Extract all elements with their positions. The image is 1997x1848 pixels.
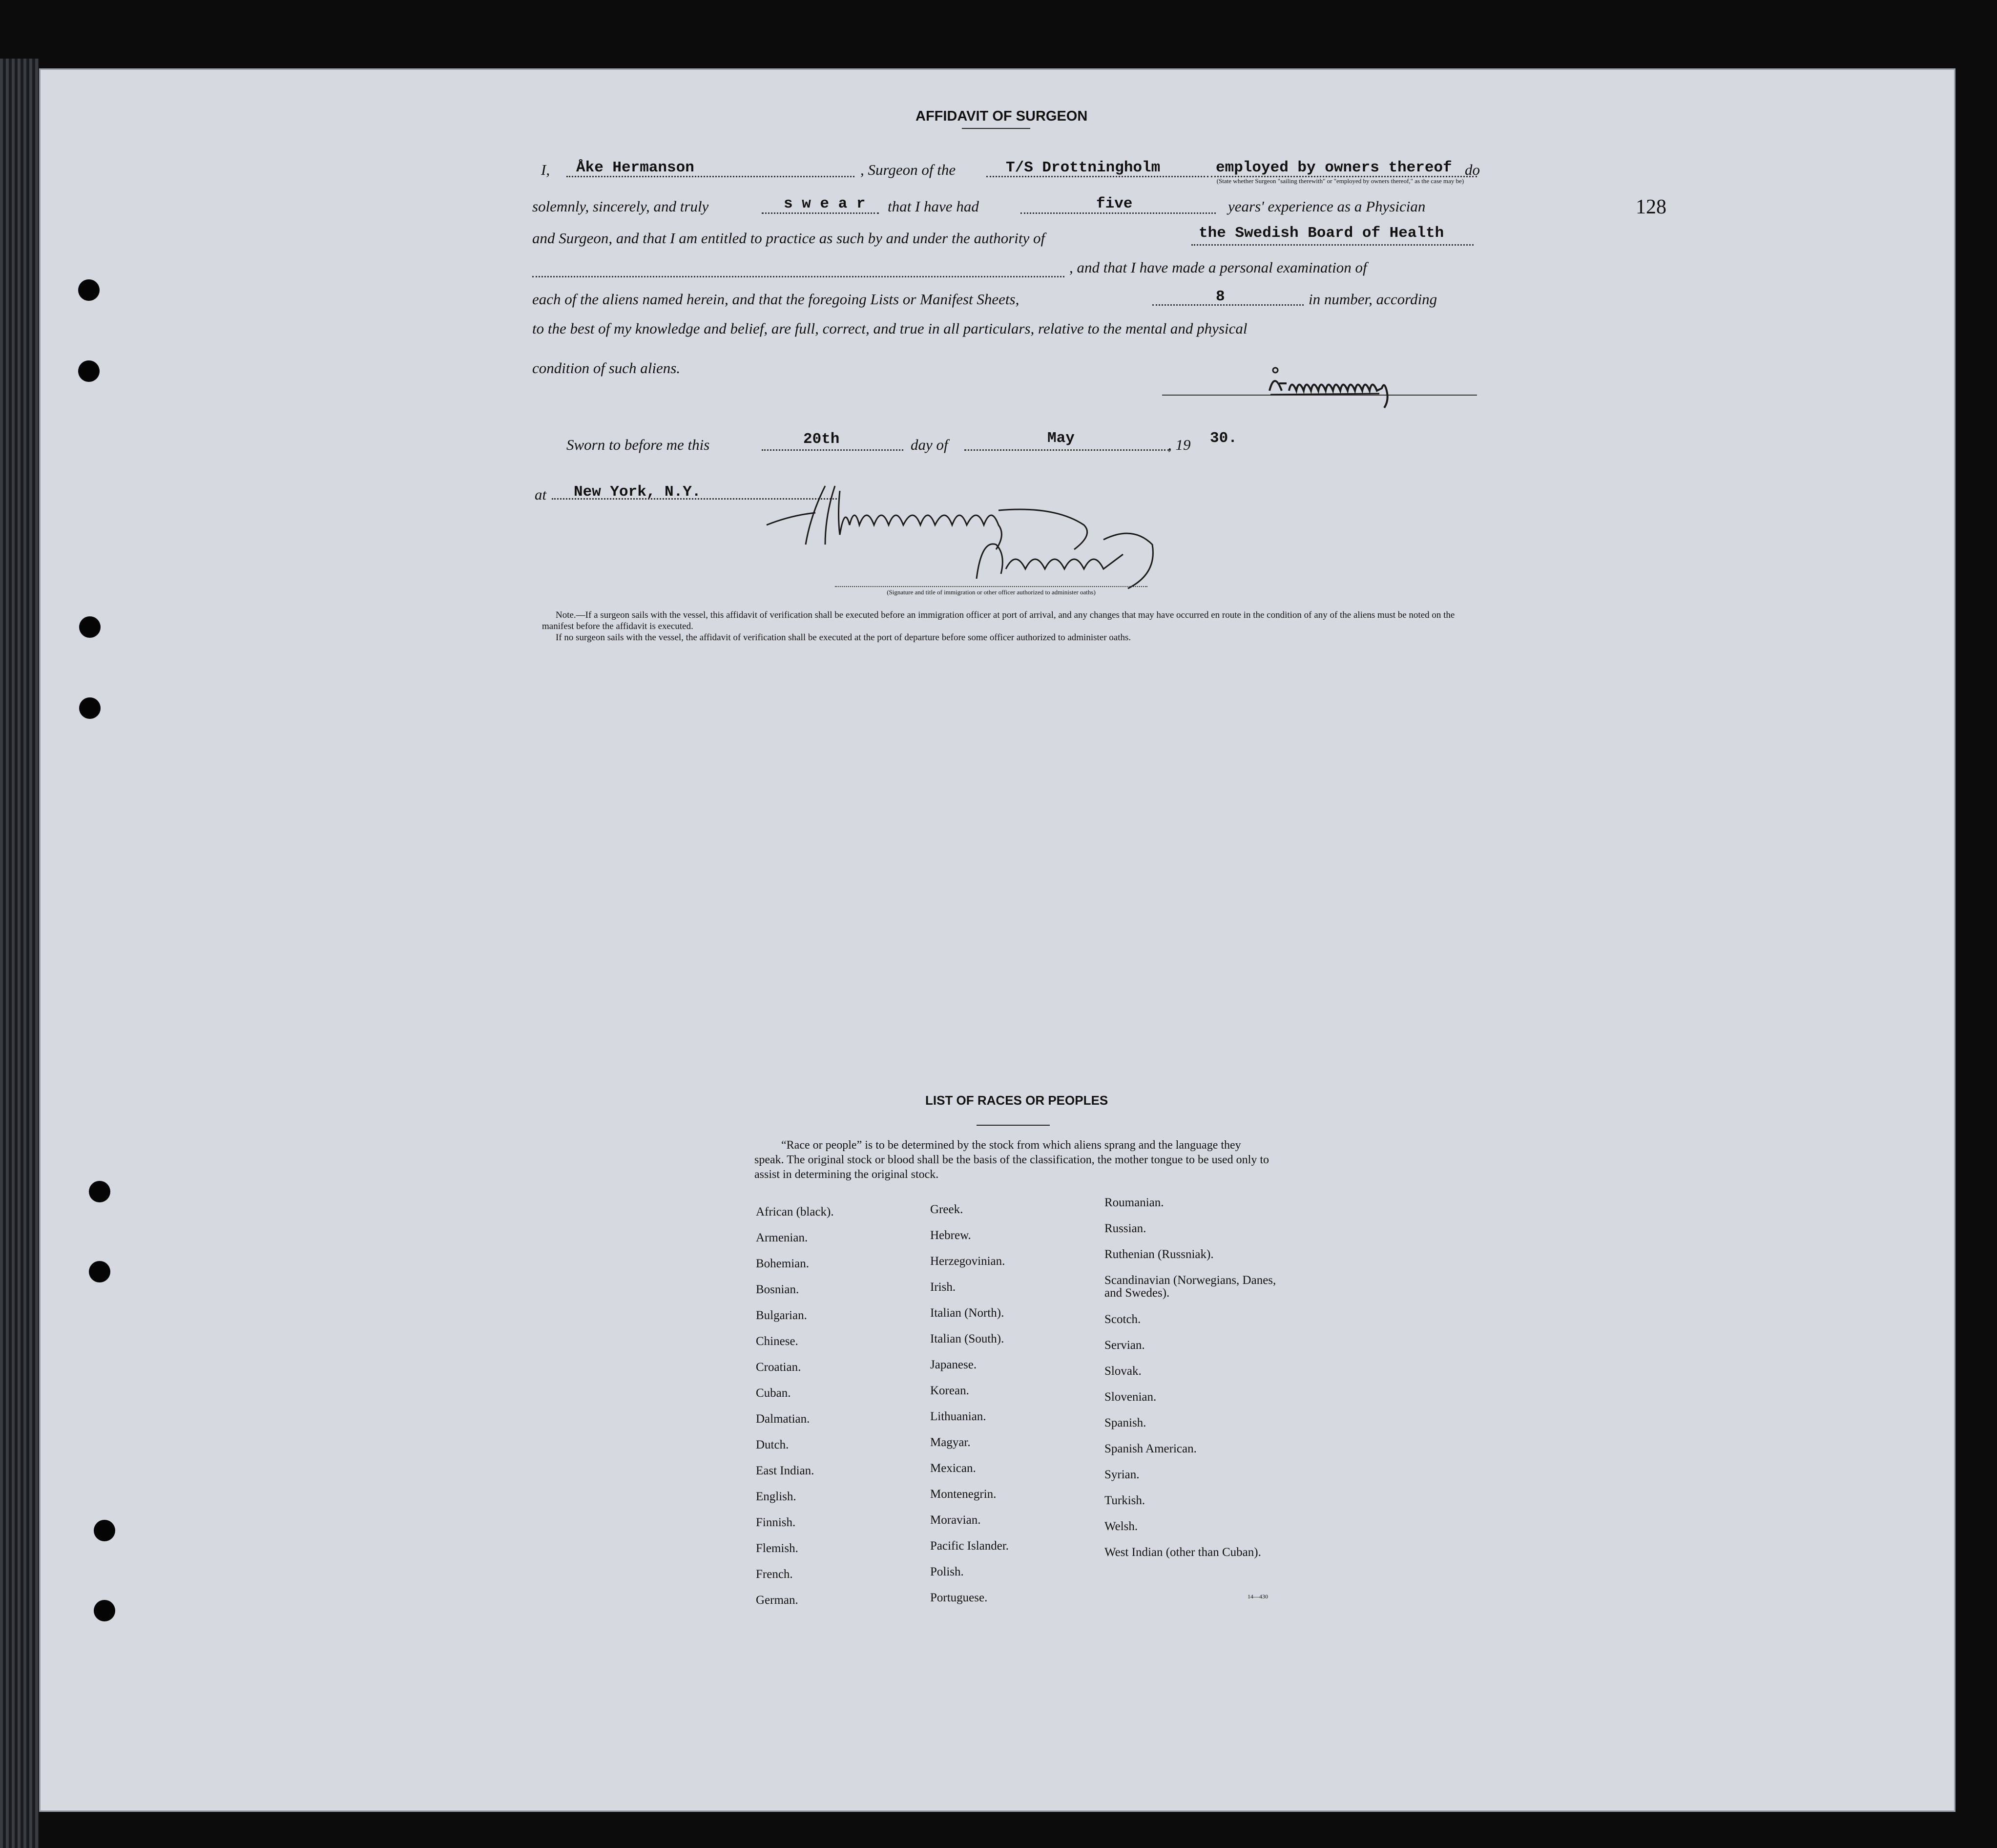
race-item: Croatian.: [756, 1361, 801, 1374]
race-item: Dalmatian.: [756, 1412, 810, 1426]
race-item: Korean.: [930, 1384, 969, 1397]
oath-rule: [762, 212, 879, 214]
authority-continued-rule: [532, 276, 1064, 277]
binder-hole: [94, 1520, 115, 1541]
race-item: Irish.: [930, 1281, 956, 1294]
race-item: English.: [756, 1490, 796, 1503]
sworn-day: 20th: [803, 431, 840, 448]
line3-prefix: and Surgeon, and that I am entitled to practice as such by and under the authority of: [532, 230, 1045, 247]
binder-hole: [89, 1261, 110, 1282]
race-item: Spanish.: [1104, 1416, 1146, 1429]
binding-edge: [0, 59, 39, 1848]
race-item: Slovak.: [1104, 1365, 1142, 1378]
line4-suffix: , and that I have made a personal examination of: [1069, 259, 1367, 276]
race-item: Finnish.: [756, 1516, 796, 1529]
surgeon-signature: [1265, 361, 1411, 410]
race-item: Flemish.: [756, 1542, 798, 1555]
race-item: Japanese.: [930, 1358, 977, 1371]
race-item: Mexican.: [930, 1462, 976, 1475]
race-item: Pacific Islander.: [930, 1539, 1009, 1553]
authority-rule: [1191, 244, 1474, 246]
line2-mid: that I have had: [888, 198, 979, 215]
races-title-underline: [977, 1125, 1050, 1126]
races-column-1: [756, 1199, 917, 1613]
races-intro: “Race or people” is to be determined by the stock from which aliens sprang and the language they speak. The original stock or blood shall be the basis of the classification, the mother tongue to be used only to assist in determining the original stock.: [754, 1139, 1269, 1181]
sworn-year-prefix: , 19: [1168, 436, 1191, 453]
line7-text: condition of such aliens.: [532, 359, 681, 377]
race-item: Chinese.: [756, 1335, 798, 1348]
oath-word: s w e a r: [784, 195, 866, 212]
binder-hole: [78, 360, 100, 382]
line2-prefix: solemnly, sincerely, and truly: [532, 198, 709, 215]
affidavit-note: [542, 609, 1475, 643]
race-item: Italian (North).: [930, 1306, 1004, 1320]
sworn-year-suffix: 30.: [1210, 430, 1237, 447]
sworn-month-rule: [964, 449, 1169, 451]
binder-hole: [79, 697, 101, 719]
race-item: Polish.: [930, 1565, 964, 1578]
authority: the Swedish Board of Health: [1199, 225, 1444, 242]
race-item: Ruthenian (Russniak).: [1104, 1248, 1214, 1261]
officer-signature-rule: [835, 586, 1147, 587]
officer-signature: [752, 476, 1221, 596]
race-item: Dutch.: [756, 1438, 789, 1451]
race-item: Syrian.: [1104, 1468, 1140, 1481]
race-item: Spanish American.: [1104, 1442, 1197, 1455]
sworn-day-of: day of: [911, 436, 948, 453]
race-item: Turkish.: [1104, 1494, 1145, 1507]
page-number: 128: [1636, 196, 1666, 218]
binder-hole: [89, 1181, 110, 1202]
race-item: Russian.: [1104, 1222, 1146, 1235]
race-item: Herzegovinian.: [930, 1255, 1005, 1268]
race-item: Greek.: [930, 1203, 963, 1216]
race-item: Magyar.: [930, 1436, 971, 1449]
race-item: African (black).: [756, 1205, 834, 1218]
line5-suffix: in number, according: [1309, 291, 1437, 308]
race-item: French.: [756, 1568, 793, 1581]
affidavit-title: AFFIDAVIT OF SURGEON: [915, 108, 1088, 124]
race-item: Servian.: [1104, 1339, 1145, 1352]
line2-suffix: years' experience as a Physician: [1228, 198, 1426, 215]
note-paragraph-2: If no surgeon sails with the vessel, the affidavit of verification shall be executed at the port of departure before some officer authorized to administer oaths.: [556, 632, 1131, 643]
race-item: Portuguese.: [930, 1591, 988, 1604]
race-item: Scotch.: [1104, 1313, 1141, 1326]
race-item: Slovenian.: [1104, 1390, 1157, 1404]
surgeon-name: Åke Hermanson: [576, 159, 694, 176]
race-item: German.: [756, 1594, 798, 1607]
race-item: Armenian.: [756, 1231, 808, 1244]
race-item: Bosnian.: [756, 1283, 799, 1296]
line1-prefix: I,: [541, 161, 550, 178]
line6-text: to the best of my knowledge and belief, are full, correct, and true in all particulars, relative to the mental and physical: [532, 320, 1248, 337]
sworn-day-rule: [762, 449, 903, 451]
place-prefix: at: [535, 486, 547, 503]
race-item: Bohemian.: [756, 1257, 810, 1270]
races-column-2: [930, 1197, 1091, 1611]
race-item: Roumanian.: [1104, 1196, 1164, 1209]
employment-hint: (State whether Surgeon "sailing therewith" or "employed by owners thereof," as the case may be): [1216, 177, 1464, 185]
binder-hole: [94, 1600, 115, 1621]
sworn-prefix: Sworn to before me this: [566, 436, 710, 453]
sheets-count: 8: [1216, 288, 1225, 305]
race-item: Moravian.: [930, 1513, 981, 1527]
race-item: East Indian.: [756, 1464, 814, 1477]
officer-caption: (Signature and title of immigration or other officer authorized to administer oaths): [887, 588, 1096, 596]
races-column-3: [1104, 1197, 1290, 1575]
race-item: Bulgarian.: [756, 1309, 807, 1322]
races-title: LIST OF RACES OR PEOPLES: [925, 1093, 1108, 1108]
years-experience: five: [1096, 195, 1133, 212]
line1-mid: , Surgeon of the: [860, 161, 956, 178]
race-item: Scandinavian (Norwegians, Danes, and Swedes).: [1104, 1274, 1276, 1300]
line1-suffix: do: [1465, 161, 1480, 178]
race-item: Cuban.: [756, 1386, 791, 1400]
title-underline: [962, 128, 1030, 129]
sworn-month: May: [1047, 430, 1075, 447]
race-item: Montenegrin.: [930, 1488, 997, 1501]
race-item: Welsh.: [1104, 1520, 1138, 1533]
line5-prefix: each of the aliens named herein, and that the foregoing Lists or Manifest Sheets,: [532, 291, 1019, 308]
race-item: Italian (South).: [930, 1332, 1004, 1345]
place-value: New York, N.Y.: [574, 483, 701, 501]
vessel-name: T/S Drottningholm: [1006, 159, 1161, 176]
form-number: 14—430: [1248, 1593, 1268, 1600]
binder-hole: [78, 279, 100, 301]
race-item: Hebrew.: [930, 1229, 971, 1242]
binder-hole: [79, 616, 101, 638]
race-item: Lithuanian.: [930, 1410, 986, 1423]
race-item: West Indian (other than Cuban).: [1104, 1546, 1261, 1559]
note-paragraph-1: Note.—If a surgeon sails with the vessel, this affidavit of verification shall be executed before an immigration officer at port of arrival, and any changes that may have occurred en route in the condition of any of the aliens must be noted on the manifest before the affidavit is executed.: [542, 610, 1455, 631]
employment-status: employed by owners thereof: [1216, 159, 1452, 176]
sheets-rule: [1152, 304, 1304, 306]
years-rule: [1020, 212, 1216, 214]
